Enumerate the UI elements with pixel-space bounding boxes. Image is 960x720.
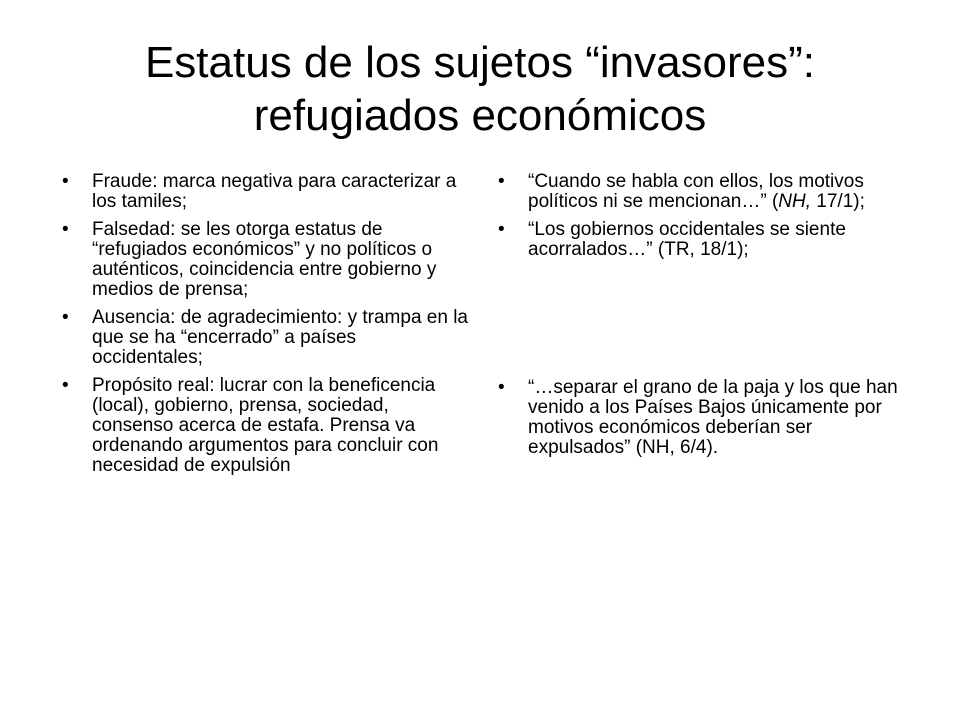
list-item-falsedad (62, 220, 472, 300)
quote-text: “…separar el grano de la paja y los que han venido a los Países Bajos únicamente por motivos económicos deberían ser expulsados” (NH, 6/4). (528, 377, 898, 458)
list-item-text: Ausencia: de agradecimiento: y trampa en la que se ha “encerrado” a países occidentales; (92, 307, 468, 368)
list-item-fraude (62, 172, 472, 212)
bullet-icon: • (62, 219, 69, 240)
list-item-text: Falsedad: se les otorga estatus de “refugiados económicos” y no políticos o auténticos, coincidencia entre gobierno y medios de prensa; (92, 219, 437, 300)
list-item-text: Propósito real: lucrar con la beneficencia (local), gobierno, prensa, sociedad, consenso acerca de estafa. Prensa va ordenando argumentos para concluir con necesidad de expulsión (92, 375, 439, 476)
quote-text-main: “Cuando se habla con ellos, los motivos políticos ni se mencionan…” ( (528, 171, 864, 212)
bullet-icon: • (62, 307, 69, 328)
quote-item-nh-17-1 (498, 172, 898, 212)
slide-title-line-2: refugiados económicos (253, 91, 707, 140)
bullet-icon: • (498, 171, 505, 192)
left-bullet-list (62, 172, 472, 484)
slide-title (40, 36, 920, 142)
list-item-ausencia (62, 308, 472, 368)
quote-text: “Los gobiernos occidentales se siente acorralados…” (TR, 18/1); (528, 219, 846, 260)
quote-item-nh-6-4 (498, 378, 898, 458)
quote-source-italic: NH, (778, 191, 812, 212)
bullet-icon: • (62, 171, 69, 192)
quote-text (528, 171, 865, 212)
list-item-proposito (62, 376, 472, 476)
quote-text-tail: 17/1); (811, 191, 865, 212)
right-bullet-list (498, 172, 898, 466)
bullet-icon: • (62, 375, 69, 396)
list-item-text: Fraude: marca negativa para caracterizar a los tamiles; (92, 171, 457, 212)
bullet-icon: • (498, 219, 505, 240)
slide-title-line-1: Estatus de los sujetos “invasores”: (144, 38, 816, 87)
bullet-icon: • (498, 377, 505, 398)
quote-item-tr-18-1 (498, 220, 898, 260)
